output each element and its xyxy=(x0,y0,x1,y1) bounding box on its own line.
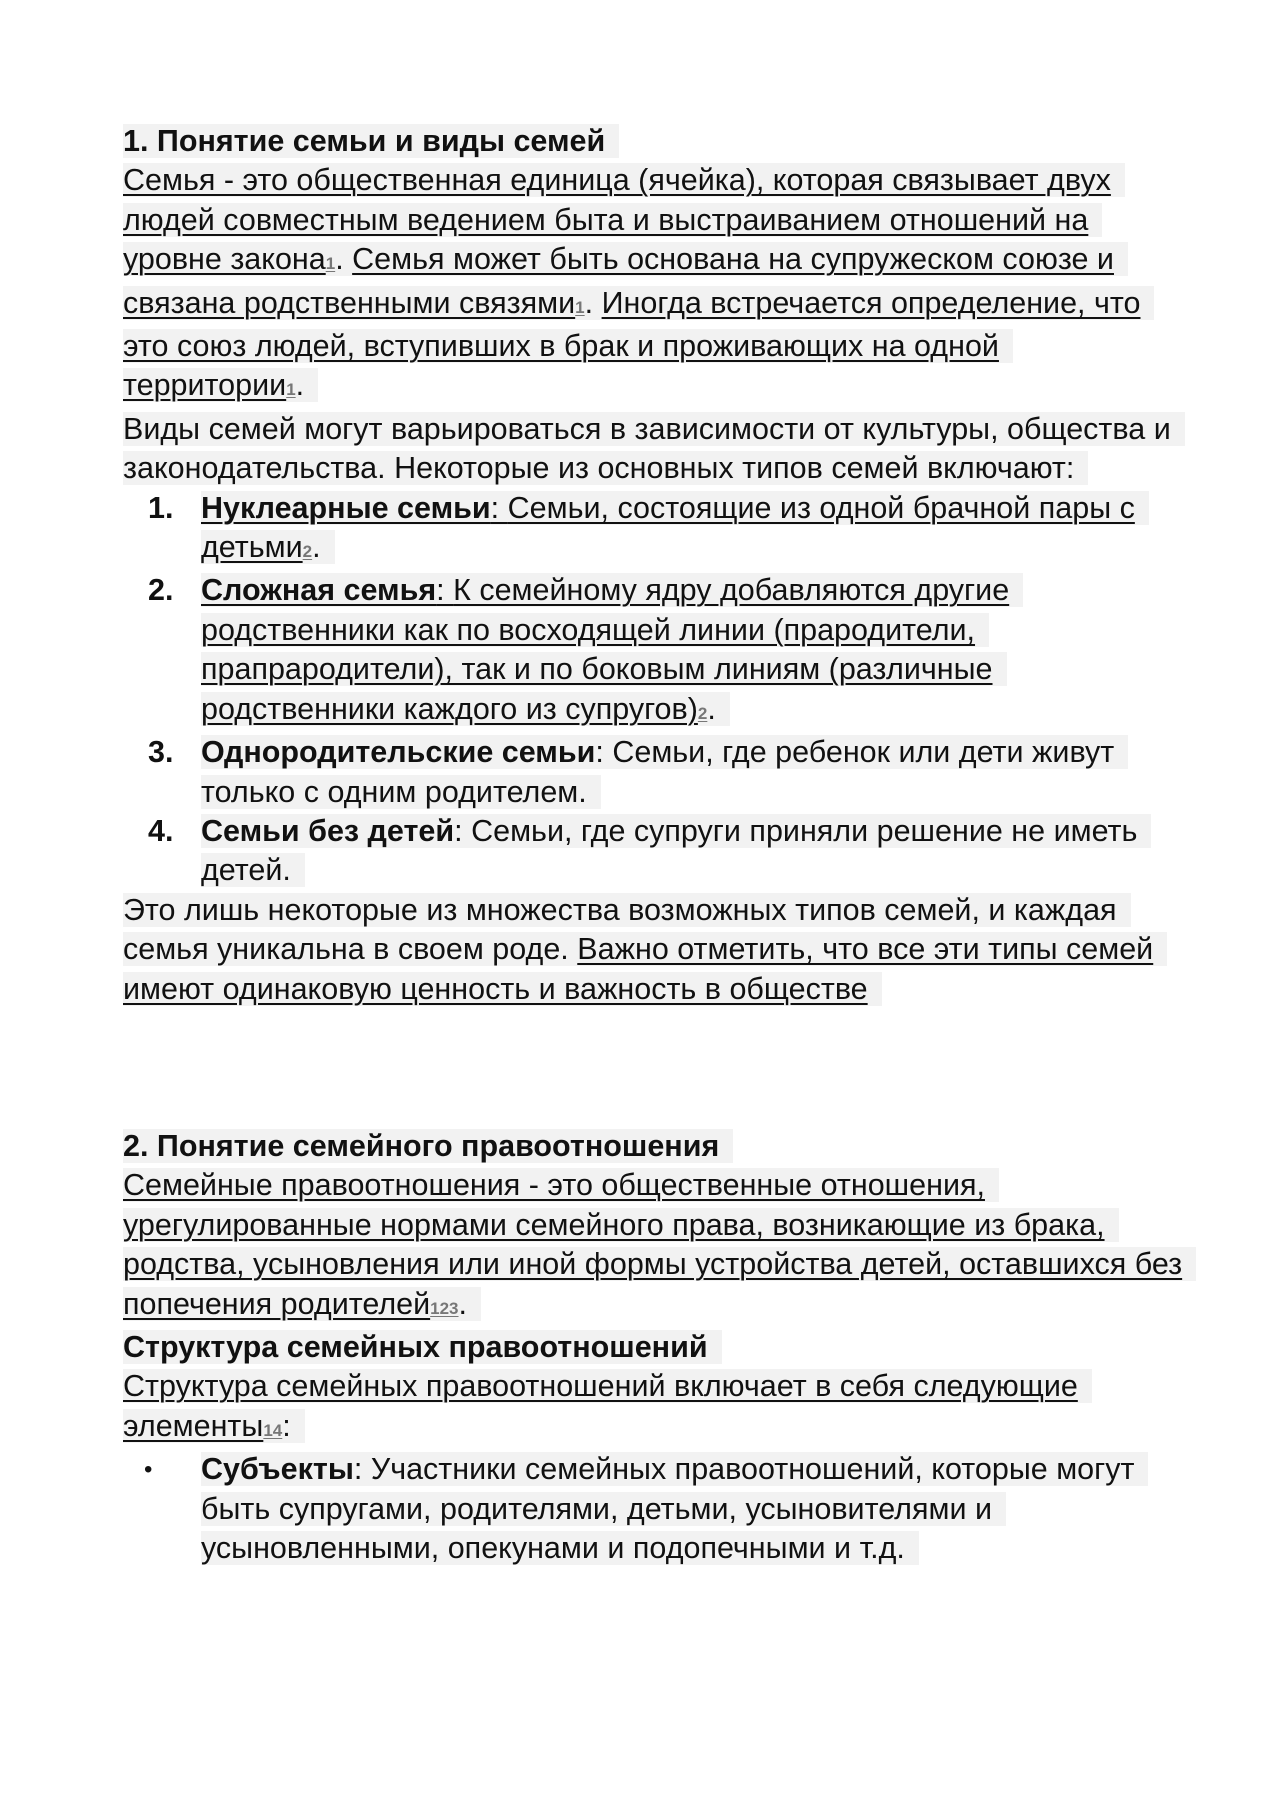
section-1-heading: 1. Понятие семьи и виды семей xyxy=(123,122,1183,161)
relations-definition: Семейные правоотношения - это общественные отношения, урегулированные нормами семейного права, возникающие из брака, родства, усыновления или иной формы устройства детей, оставшихся без попечения родителей123. xyxy=(123,1166,1183,1328)
citation-link[interactable]: 1 xyxy=(325,254,336,274)
list-number: 2. xyxy=(148,573,174,608)
section-gap xyxy=(123,1009,1183,1127)
citation-link[interactable]: 1 xyxy=(575,297,585,317)
bullet-icon: • xyxy=(144,1456,153,1484)
citation-link[interactable]: 14 xyxy=(263,1420,283,1440)
list-item: 1. Нуклеарные семьи: Семьи, состоящие из одной брачной пары с детьми2. xyxy=(201,489,1183,572)
element-term: Субъекты xyxy=(201,1452,354,1487)
definition-sentence-2: Семья может быть основана на супружеском союзе и связана родственными связями xyxy=(123,242,1114,320)
family-definition: Семья - это общественная единица (ячейка), которая связывает двух людей совместным ведением быта и выстраиванием отношений на уровне закона1. Семья может быть основана на супружеском союзе и связана родственными связями1. Иногда встречается определение, что это союз людей, вступивших в брак и проживающих на одной территории1. xyxy=(123,161,1183,409)
type-term: Однородительские семьи xyxy=(201,735,596,770)
structure-intro: Структура семейных правоотношений включает в себя следующие элементы14: xyxy=(123,1367,1183,1450)
type-description: Семьи, состоящие из одной брачной пары с детьми xyxy=(201,490,1135,565)
list-item: 3. Однородительские семьи: Семьи, где ребенок или дети живут только с одним родителем. xyxy=(201,733,1183,812)
list-number: 4. xyxy=(148,813,174,848)
citation-link[interactable]: 1 xyxy=(286,380,296,400)
type-term: Сложная семья xyxy=(201,573,437,608)
list-number: 3. xyxy=(148,735,174,770)
type-term: Нуклеарные семьи xyxy=(201,490,491,525)
citation-link[interactable]: 2 xyxy=(302,542,313,562)
type-description: К семейному ядру добавляются другие родственники как по восходящей линии (прародители, прапрародители), так и по боковым линиям (различные родственники каждого из супругов) xyxy=(201,573,1010,726)
conclusion-underlined: Важно отметить, что все эти типы семей имеют одинаковую ценность и важность в обществе xyxy=(123,932,1154,1006)
family-types-intro: Виды семей могут варьироваться в зависимости от культуры, общества и законодательства. Некоторые из основных типов семей включают: xyxy=(123,410,1183,489)
type-description: Семьи, где супруги приняли решение не иметь детей. xyxy=(201,813,1138,888)
structure-elements-list xyxy=(123,1450,1183,1568)
definition-sentence-3: Иногда встречается определение, что это союз людей, вступивших в брак и проживающих на одной территории xyxy=(123,285,1141,403)
list-item: • Субъекты: Участники семейных правоотношений, которые могут быть супругами, родителями, детьми, усыновителями и усыновленными, опекунами и подопечными и т.д. xyxy=(201,1450,1183,1568)
definition-sentence-1: Семья - это общественная единица (ячейка), которая связывает двух людей совместным ведением быта и выстраиванием отношений на уровне закона xyxy=(123,163,1111,277)
citation-link[interactable]: 2 xyxy=(697,703,708,723)
structure-subheading: Структура семейных правоотношений xyxy=(123,1328,1183,1367)
list-number: 1. xyxy=(148,490,174,525)
family-types-conclusion: Это лишь некоторые из множества возможных типов семей, и каждая семья уникальна в своем роде. Важно отметить, что все эти типы семей имеют одинаковую ценность и важность в обществе xyxy=(123,891,1183,1009)
type-term: Семьи без детей xyxy=(201,813,455,848)
family-types-list xyxy=(123,489,1183,891)
document-page xyxy=(123,122,1183,1568)
element-description: Участники семейных правоотношений, которые могут быть супругами, родителями, детьми, усыновителями и усыновленными, опекунами и подопечными и т.д. xyxy=(201,1452,1135,1565)
section-2-heading: 2. Понятие семейного правоотношения xyxy=(123,1127,1183,1166)
citation-link[interactable]: 123 xyxy=(430,1298,459,1318)
list-item: 2. Сложная семья: К семейному ядру добавляются другие родственники как по восходящей линии (прародители, прапрародители), так и по боковым линиям (различные родственники каждого из супругов)2. xyxy=(201,571,1183,733)
type-description: Семьи, где ребенок или дети живут только с одним родителем. xyxy=(201,735,1115,809)
list-item: 4. Семьи без детей: Семьи, где супруги приняли решение не иметь детей. xyxy=(201,812,1183,891)
